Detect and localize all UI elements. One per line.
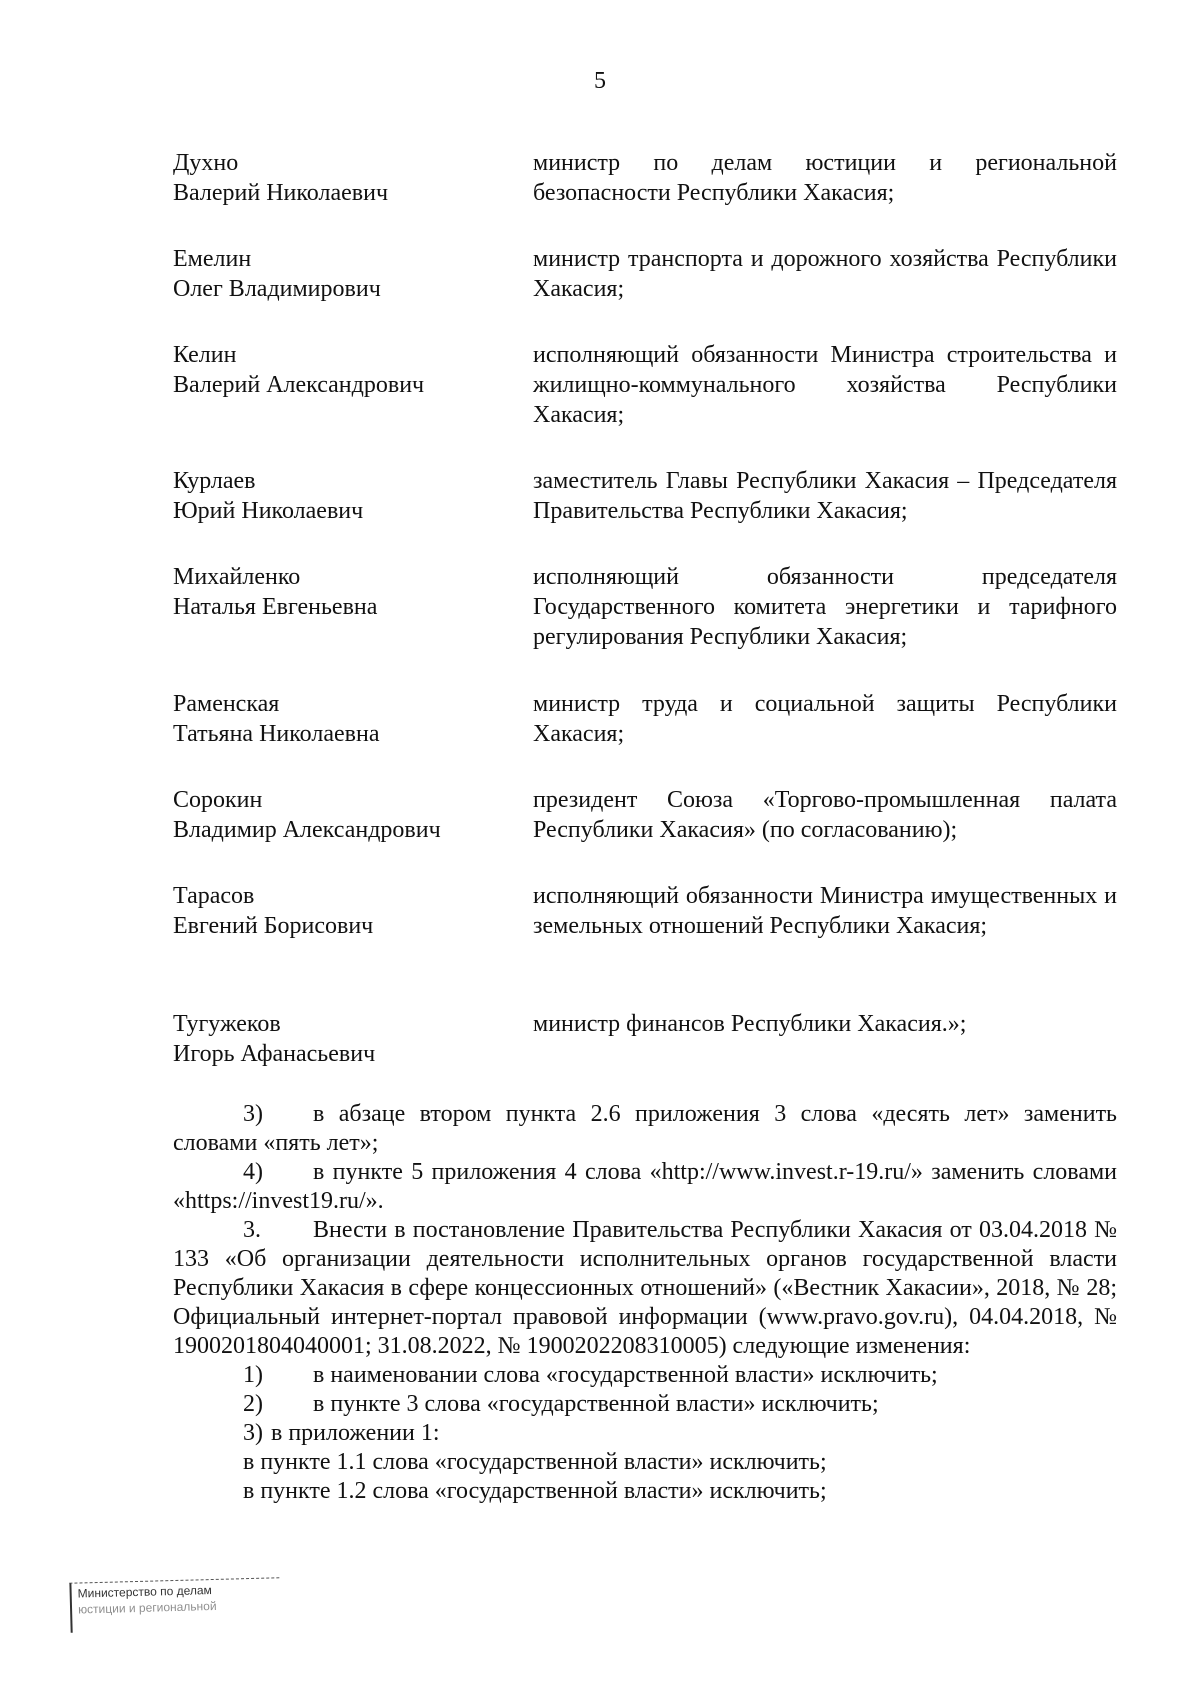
paragraph-item-4 bbox=[173, 1158, 1117, 1216]
subitem-3 bbox=[173, 1419, 1117, 1448]
member-surname: Раменская bbox=[173, 691, 280, 717]
item-number: 2) bbox=[243, 1391, 263, 1417]
member-given-names: Валерий Александрович bbox=[173, 372, 425, 398]
paragraph-item-3 bbox=[173, 1100, 1117, 1158]
member-given-names: Татьяна Николаевна bbox=[173, 721, 380, 747]
member-surname: Михайленко bbox=[173, 564, 301, 590]
member-given-names: Наталья Евгеньевна bbox=[173, 594, 378, 620]
member-given-names: Валерий Николаевич bbox=[173, 180, 389, 206]
member-name bbox=[173, 340, 513, 400]
member-name bbox=[173, 785, 513, 845]
member-role: исполняющий обязанности Министра имущественных и земельных отношений Республики Хакасия; bbox=[533, 883, 1117, 939]
member-role: министр транспорта и дорожного хозяйства Республики Хакасия; bbox=[533, 246, 1117, 302]
member-given-names: Игорь Афанасьевич bbox=[173, 1041, 376, 1067]
member-surname: Тарасов bbox=[173, 883, 255, 909]
member-given-names: Евгений Борисович bbox=[173, 913, 374, 939]
line-point-1-2: в пункте 1.2 слова «государственной власти» исключить; bbox=[243, 1478, 827, 1504]
member-given-names: Юрий Николаевич bbox=[173, 498, 364, 524]
member-surname: Емелин bbox=[173, 246, 252, 272]
amendment-text bbox=[173, 1100, 1117, 1506]
member-role: министр по делам юстиции и региональной безопасности Республики Хакасия; bbox=[533, 150, 1117, 206]
item-text: в пункте 5 приложения 4 слова «http://www.invest.r-19.ru/» заменить словами «https://invest19.ru/». bbox=[173, 1159, 1117, 1214]
item-text: в наименовании слова «государственной власти» исключить; bbox=[313, 1362, 938, 1388]
member-role: министр труда и социальной защиты Республики Хакасия; bbox=[533, 691, 1117, 747]
member-name bbox=[173, 689, 513, 749]
line-point-1-1: в пункте 1.1 слова «государственной власти» исключить; bbox=[243, 1449, 827, 1475]
member-name bbox=[173, 244, 513, 304]
item-text: в приложении 1: bbox=[271, 1420, 440, 1446]
section-number: 3. bbox=[243, 1217, 261, 1243]
member-name bbox=[173, 148, 513, 208]
member-role: министр финансов Республики Хакасия.»; bbox=[533, 1011, 967, 1037]
ministry-stamp bbox=[69, 1577, 280, 1632]
item-number: 4) bbox=[243, 1159, 263, 1185]
member-name bbox=[173, 881, 513, 941]
member-surname: Сорокин bbox=[173, 787, 263, 813]
paragraph-section-3 bbox=[173, 1216, 1117, 1361]
member-name bbox=[173, 466, 513, 526]
item-text: в абзаце втором пункта 2.6 приложения 3 слова «десять лет» заменить словами «пять лет»; bbox=[173, 1101, 1117, 1156]
subitem-1 bbox=[173, 1361, 1117, 1390]
stamp-line: Министерство по делам bbox=[77, 1583, 213, 1601]
member-surname: Курлаев bbox=[173, 468, 256, 494]
member-role: президент Союза «Торгово-промышленная палата Республики Хакасия» (по согласованию); bbox=[533, 787, 1117, 843]
member-role: исполняющий обязанности председателя Государственного комитета энергетики и тарифного регулирования Республики Хакасия; bbox=[533, 564, 1117, 650]
section-text: Внести в постановление Правительства Республики Хакасия от 03.04.2018 № 133 «Об организации деятельности исполнительных органов государственной власти Республики Хакасия в сфере концессионных отношений» («Вестник Хакасии», 2018, № 28; Официальный интернет-портал правовой информации (www.pravo.gov.ru), 04.04.2018, № 1900201804040001; 31.08.2022, № 1900202208310005) следующие изменения: bbox=[173, 1217, 1117, 1359]
member-role: заместитель Главы Республики Хакасия – Председателя Правительства Республики Хакасия; bbox=[533, 468, 1117, 524]
subitem-2 bbox=[173, 1390, 1117, 1419]
member-surname: Духно bbox=[173, 150, 239, 176]
member-name bbox=[173, 562, 513, 622]
item-number: 3) bbox=[243, 1101, 263, 1127]
member-given-names: Владимир Александрович bbox=[173, 817, 441, 843]
page-number: 5 bbox=[594, 68, 606, 94]
member-given-names: Олег Владимирович bbox=[173, 276, 381, 302]
stamp-line: юстиции и региональной bbox=[77, 1598, 217, 1617]
member-role: исполняющий обязанности Министра строительства и жилищно-коммунального хозяйства Республики Хакасия; bbox=[533, 342, 1117, 428]
item-number: 3) bbox=[243, 1420, 263, 1446]
item-number: 1) bbox=[243, 1362, 263, 1388]
member-surname: Келин bbox=[173, 342, 237, 368]
item-text: в пункте 3 слова «государственной власти» исключить; bbox=[313, 1391, 879, 1417]
member-name bbox=[173, 1009, 513, 1069]
member-surname: Тугужеков bbox=[173, 1011, 281, 1037]
